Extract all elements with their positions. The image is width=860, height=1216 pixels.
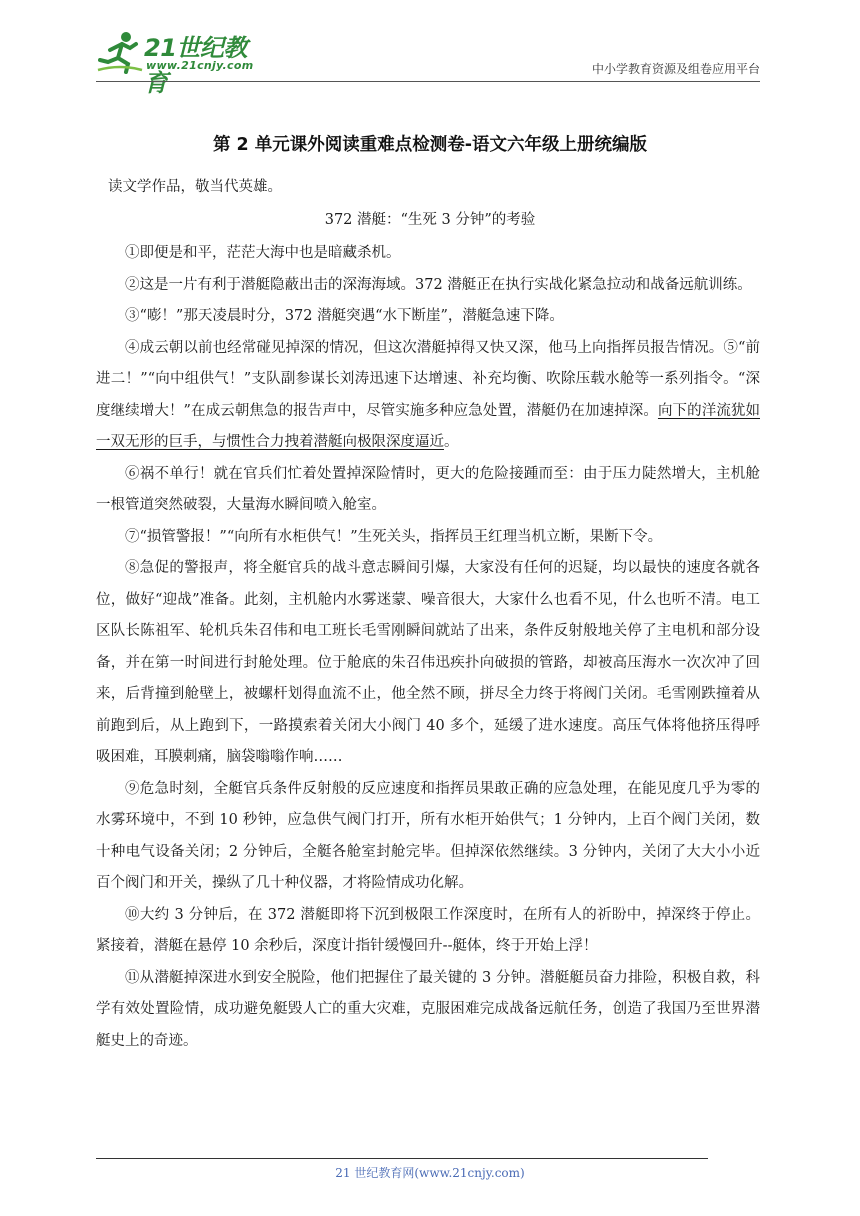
- paragraph-1: ①即便是和平，茫茫大海中也是暗藏杀机。: [125, 245, 401, 261]
- intro-text: 读文学作品，敬当代英雄。: [108, 179, 282, 195]
- paragraph-7: ⑦“损管警报！”“向所有水柜供气！”生死关头，指挥员王红理当机立断，果断下令。: [125, 528, 663, 545]
- page-header: [96, 28, 760, 97]
- paragraph-2: ②这是一片有利于潜艇隐蔽出击的深海海域。372 潜艇正在执行实战化紧急拉动和战备远航训练。: [125, 276, 752, 293]
- platform-name: 中小学教育资源及组卷应用平台: [591, 62, 760, 76]
- underlined-sentence: 向下的洋流犹如一双无形的巨手，与惯性合力拽着潜艇向极限深度逼近: [96, 402, 760, 450]
- paragraph-10: ⑩大约 3 分钟后，在 372 潜艇即将下沉到极限工作深度时，在所有人的祈盼中，掉深终于停止。紧接着，潜艇在悬停 10 余秒后，深度计指针缓慢回升--艇体，终于开始上浮！: [96, 906, 760, 954]
- logo: [96, 28, 266, 97]
- logo-text: 21世纪教育: [144, 34, 247, 97]
- logo-url: www.21cnjy.com: [146, 59, 254, 72]
- paragraph-8: ⑧急促的警报声，将全艇官兵的战斗意志瞬间引爆，大家没有任何的迟疑，均以最快的速度各就各位，做好“迎战”准备。此刻，主机舱内水雾迷蒙、噪音很大，大家什么也看不见，什么也听不清。电工区队长陈祖军、轮机兵朱召伟和电工班长毛雪刚瞬间就站了出来，条件反射般地关停了主电机和部分设备，并在第一时间进行封舱处理。位于舱底的朱召伟迅疾扑向破损的管路，却被高压海水一次次冲了回来，后背撞到舱壁上，被螺杆划得血流不止，他全然不顾，拼尽全力终于将阀门关闭。毛雪刚跌撞着从前跑到后，从上跑到下，一路摸索着关闭大小阀门 40 多个，延缓了进水速度。高压气体将他挤压得呼吸困难，耳膜刺痛，脑袋嗡嗡作响……: [96, 560, 760, 765]
- runner-logo-icon: [96, 30, 144, 74]
- paragraph-4-text: ④成云朝以前也经常碰见掉深的情况，但这次潜艇掉得又快又深，他马上向指挥员报告情况。⑤“前进二！”“向中组供气！”支队副参谋长刘涛迅速下达增速、补充均衡、吹除压载水舱等一系列指令。“深度继续增大！”在成云朝焦急的报告声中，尽管实施多种应急处置，潜艇仍在加速掉深。: [96, 339, 760, 419]
- header-divider: [96, 81, 760, 82]
- paragraph-4-end: 。: [444, 434, 459, 450]
- paragraph-4: [96, 333, 760, 459]
- page-title: 第 2 单元课外阅读重难点检测卷-语文六年级上册统编版: [212, 135, 648, 155]
- paragraph-9: ⑨危急时刻，全艇官兵条件反射般的反应速度和指挥员果敢正确的应急处理，在能见度几乎为零的水雾环境中，不到 10 秒钟，应急供气阀门打开，所有水柜开始供气；1 分钟内，上百个阀门关闭，数十种电气设备关闭；2 分钟后，全艇各舱室封舱完毕。但掉深依然继续。3 分钟内，关闭了大大小小近百个阀门和开关，操纵了几十种仪器，才将险情成功化解。: [96, 780, 760, 891]
- paragraph-11: ⑪从潜艇掉深进水到安全脱险，他们把握住了最关键的 3 分钟。潜艇艇员奋力排险，积极自救，科学有效处置险情，成功避免艇毁人亡的重大灾难，克服困难完成战备远航任务，创造了我国乃至世界潜艇史上的奇迹。: [96, 969, 760, 1049]
- article-heading: 372 潜艇：“生死 3 分钟”的考验: [324, 212, 536, 228]
- paragraph-3: ③“嘭！”那天凌晨时分，372 潜艇突遇“水下断崖”，潜艇急速下降。: [125, 308, 564, 324]
- page-footer: 21 世纪教育网(www.21cnjy.com): [335, 1166, 525, 1180]
- paragraph-6: ⑥祸不单行！就在官兵们忙着处置掉深险情时，更大的危险接踵而至：由于压力陡然增大，主机舱一根管道突然破裂，大量海水瞬间喷入舱室。: [96, 465, 760, 513]
- article-body: [96, 238, 760, 1057]
- footer-divider: [96, 1158, 708, 1159]
